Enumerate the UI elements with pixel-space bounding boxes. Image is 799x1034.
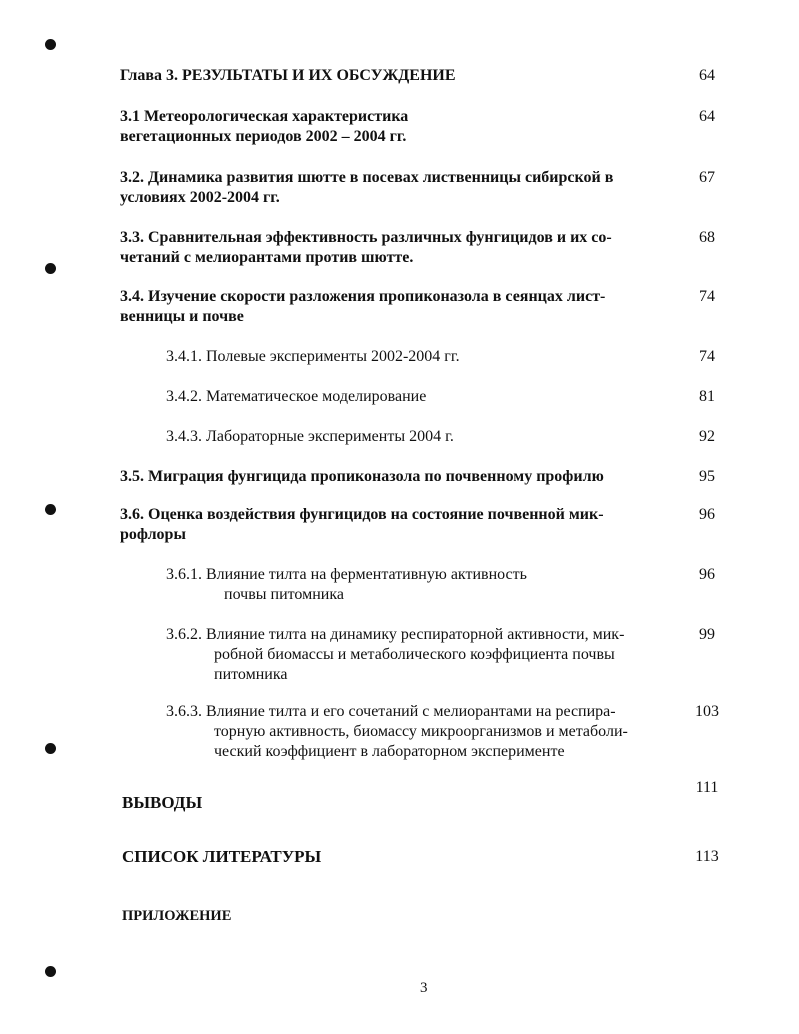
toc-section-3-6-1-line2: почвы питомника bbox=[224, 586, 344, 603]
toc-section-3-4-2-page: 81 bbox=[699, 388, 715, 405]
toc-conclusions: ВЫВОДЫ bbox=[122, 793, 203, 812]
toc-section-3-2-line1: 3.2. Динамика развития шютте в посевах лиственницы сибирской в bbox=[120, 169, 614, 186]
binder-hole bbox=[45, 743, 56, 754]
toc-section-3-5-page: 95 bbox=[699, 468, 715, 485]
toc-section-3-1-line1: 3.1 Метеорологическая характеристика bbox=[120, 108, 409, 125]
toc-section-3-6-2-line3: питомника bbox=[214, 666, 288, 683]
toc-section-3-3-page: 68 bbox=[699, 229, 715, 246]
toc-section-3-6-2-line1: 3.6.2. Влияние тилта на динамику респираторной активности, мик- bbox=[166, 626, 625, 643]
toc-references-page: 113 bbox=[695, 848, 719, 865]
toc-section-3-6-2-line2: робной биомассы и метаболического коэффициента почвы bbox=[214, 646, 615, 663]
toc-section-3-6-2-page: 99 bbox=[699, 626, 715, 643]
toc-section-3-1-page: 64 bbox=[699, 108, 715, 125]
toc-appendix: ПРИЛОЖЕНИЕ bbox=[122, 908, 232, 924]
toc-section-3-5: 3.5. Миграция фунгицида пропиконазола по почвенному профилю bbox=[120, 468, 604, 485]
toc-section-3-6-1-page: 96 bbox=[699, 566, 715, 583]
toc-section-3-6-page: 96 bbox=[699, 506, 715, 523]
toc-section-3-4-3-page: 92 bbox=[699, 428, 715, 445]
page-number: 3 bbox=[420, 980, 428, 996]
binder-hole bbox=[45, 263, 56, 274]
toc-section-3-2-line2: условиях 2002-2004 гг. bbox=[120, 189, 280, 206]
toc-section-3-6-line2: рофлоры bbox=[120, 526, 186, 543]
toc-section-3-6-3-line3: ческий коэффициент в лабораторном эксперименте bbox=[214, 743, 565, 760]
toc-section-3-4-1: 3.4.1. Полевые эксперименты 2002-2004 гг. bbox=[166, 348, 460, 365]
binder-hole bbox=[45, 39, 56, 50]
toc-section-3-4-1-page: 74 bbox=[699, 348, 715, 365]
binder-hole bbox=[45, 966, 56, 977]
toc-section-3-2-page: 67 bbox=[699, 169, 715, 186]
toc-chapter-3-page: 64 bbox=[699, 67, 715, 84]
toc-section-3-4-page: 74 bbox=[699, 288, 715, 305]
toc-section-3-4-line1: 3.4. Изучение скорости разложения пропиконазола в сеянцах лист- bbox=[120, 288, 606, 305]
toc-chapter-3-title: Глава 3. РЕЗУЛЬТАТЫ И ИХ ОБСУЖДЕНИЕ bbox=[120, 67, 456, 84]
toc-section-3-4-line2: венницы и почве bbox=[120, 308, 244, 325]
toc-section-3-4-3: 3.4.3. Лабораторные эксперименты 2004 г. bbox=[166, 428, 454, 445]
toc-section-3-6-1-line1: 3.6.1. Влияние тилта на ферментативную активность bbox=[166, 566, 527, 583]
toc-section-3-4-2: 3.4.2. Математическое моделирование bbox=[166, 388, 427, 405]
toc-references: СПИСОК ЛИТЕРАТУРЫ bbox=[122, 847, 322, 866]
toc-section-3-6-3-line2: торную активность, биомассу микроорганизмов и метаболи- bbox=[214, 723, 628, 740]
toc-conclusions-page: 111 bbox=[695, 779, 719, 796]
toc-section-3-3-line1: 3.3. Сравнительная эффективность различных фунгицидов и их со- bbox=[120, 229, 612, 246]
toc-section-3-6-line1: 3.6. Оценка воздействия фунгицидов на состояние почвенной мик- bbox=[120, 506, 604, 523]
toc-section-3-6-3-line1: 3.6.3. Влияние тилта и его сочетаний с мелиорантами на респира- bbox=[166, 703, 616, 720]
toc-section-3-6-3-page: 103 bbox=[695, 703, 719, 720]
binder-hole bbox=[45, 504, 56, 515]
toc-section-3-1-line2: вегетационных периодов 2002 – 2004 гг. bbox=[120, 128, 407, 145]
toc-section-3-3-line2: четаний с мелиорантами против шютте. bbox=[120, 249, 414, 266]
